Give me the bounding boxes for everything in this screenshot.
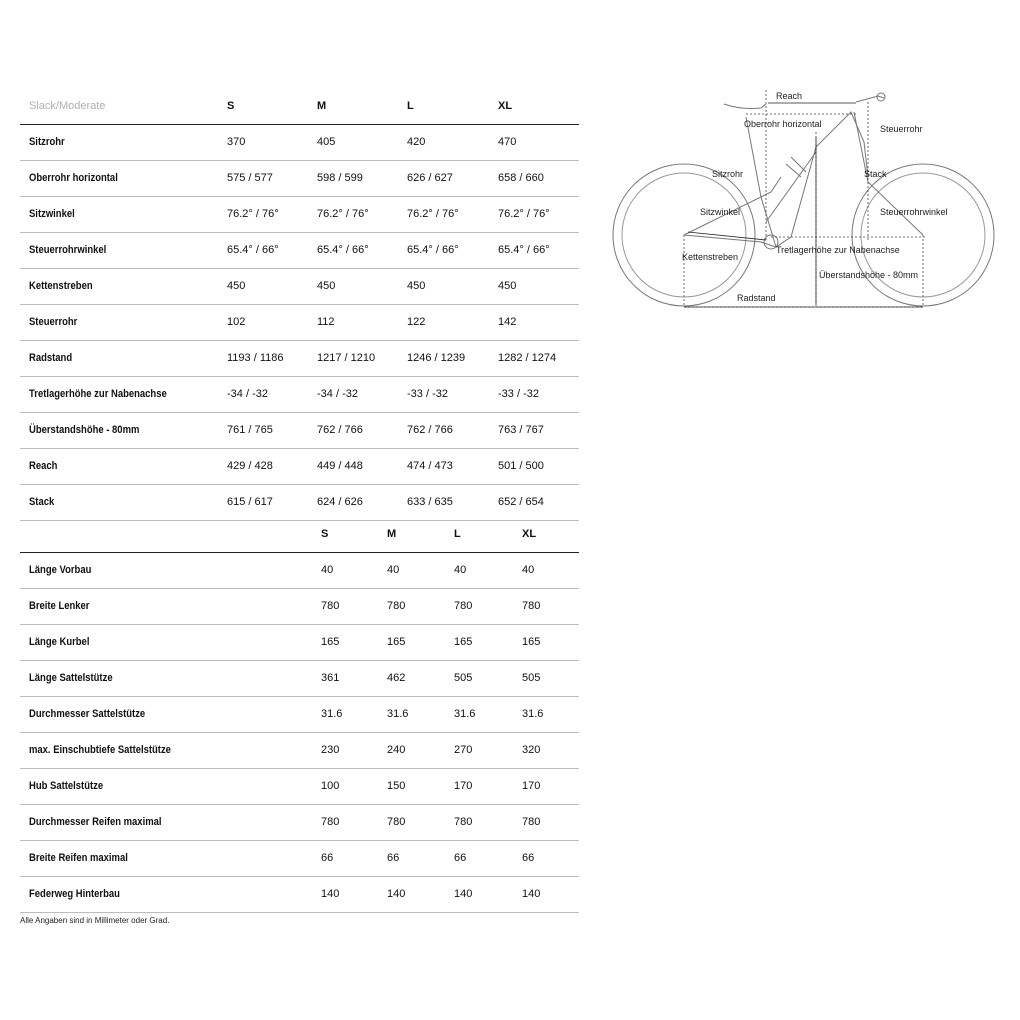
row-value: 40 — [321, 564, 334, 576]
row-value: 76.2° / 76° — [498, 208, 550, 220]
row-value: 31.6 — [387, 708, 409, 720]
row-value: 761 / 765 — [227, 424, 273, 436]
row-value: 66 — [454, 852, 467, 864]
row-value: 65.4° / 66° — [498, 244, 550, 256]
row-value: 170 — [522, 780, 541, 792]
row-value: 763 / 767 — [498, 424, 544, 436]
row-value: 165 — [522, 636, 541, 648]
row-label: Durchmesser Sattelstütze — [29, 708, 146, 720]
row-value: 420 — [407, 136, 426, 148]
row-value: 658 / 660 — [498, 172, 544, 184]
row-value: 76.2° / 76° — [317, 208, 369, 220]
row-value: -33 / -32 — [498, 388, 539, 400]
row-value: 31.6 — [321, 708, 343, 720]
row-value: 165 — [454, 636, 473, 648]
row-label: Länge Vorbau — [29, 564, 92, 576]
row-value: 112 — [317, 316, 335, 328]
row-value: 31.6 — [454, 708, 476, 720]
row-value: 450 — [227, 280, 246, 292]
row-label: Reach — [29, 460, 58, 472]
row-value: 361 — [321, 672, 340, 684]
table-row — [20, 485, 579, 521]
row-label: Durchmesser Reifen maximal — [29, 816, 162, 828]
row-label: Steuerrohrwinkel — [29, 244, 107, 256]
row-value: 633 / 635 — [407, 496, 453, 508]
frame-stays — [684, 152, 816, 235]
table-row — [20, 769, 579, 805]
row-value: 150 — [387, 780, 406, 792]
row-value: 762 / 766 — [407, 424, 453, 436]
row-value: 780 — [522, 816, 541, 828]
row-value: 76.2° / 76° — [407, 208, 459, 220]
row-value: 65.4° / 66° — [407, 244, 459, 256]
row-label: Sitzrohr — [29, 136, 65, 148]
size-header-m: M — [317, 100, 327, 112]
row-value: 615 / 617 — [227, 496, 273, 508]
row-value: 780 — [522, 600, 541, 612]
table-row — [20, 269, 579, 305]
size-header-l: L — [454, 528, 461, 540]
table-row — [20, 553, 579, 589]
table-row — [20, 589, 579, 625]
row-value: 780 — [321, 816, 340, 828]
row-label: max. Einschubtiefe Sattelstütze — [29, 744, 171, 756]
row-label: Steuerrohr — [29, 316, 78, 328]
row-value: 102 — [227, 316, 246, 328]
diagram-label-sitzrohr: Sitzrohr — [712, 169, 744, 179]
row-value: 780 — [387, 600, 406, 612]
row-value: -33 / -32 — [407, 388, 448, 400]
row-value: 598 / 599 — [317, 172, 363, 184]
row-value: 501 / 500 — [498, 460, 544, 472]
row-value: -34 / -32 — [317, 388, 358, 400]
table-row — [20, 197, 579, 233]
row-value: 40 — [522, 564, 535, 576]
diagram-label-sitzwinkel: Sitzwinkel — [700, 207, 741, 217]
footnote: Alle Angaben sind in Millimeter oder Grad. — [20, 916, 170, 925]
row-value: 780 — [454, 816, 473, 828]
table-row — [20, 305, 579, 341]
row-value: 780 — [454, 600, 473, 612]
row-value: 165 — [387, 636, 406, 648]
size-header-s: S — [227, 100, 235, 112]
row-value: 626 / 627 — [407, 172, 453, 184]
row-value: 122 — [407, 316, 426, 328]
row-value: 370 — [227, 136, 246, 148]
table-row — [20, 733, 579, 769]
row-value: 462 — [387, 672, 406, 684]
table-row — [20, 805, 579, 841]
row-value: 505 — [522, 672, 541, 684]
row-label: Oberrohr horizontal — [29, 172, 118, 184]
row-value: 1193 / 1186 — [227, 352, 284, 364]
table-row — [20, 625, 579, 661]
row-value: 474 / 473 — [407, 460, 453, 472]
row-value: 40 — [387, 564, 400, 576]
geometry-header-row — [20, 89, 579, 125]
components-header-row — [20, 517, 579, 553]
diagram-label-oberrohr: Oberrohr horizontal — [744, 119, 822, 129]
row-value: 140 — [454, 888, 473, 900]
row-value: 575 / 577 — [227, 172, 273, 184]
table-row — [20, 697, 579, 733]
row-value: 450 — [498, 280, 517, 292]
size-header-xl: XL — [498, 100, 513, 112]
row-label: Länge Kurbel — [29, 636, 90, 648]
row-value: 780 — [321, 600, 340, 612]
row-value: 165 — [321, 636, 340, 648]
row-value: 65.4° / 66° — [317, 244, 369, 256]
row-value: 66 — [321, 852, 334, 864]
row-value: 450 — [407, 280, 426, 292]
table-row — [20, 661, 579, 697]
diagram-label-tretlager: Tretlagerhöhe zur Nabenachse — [776, 245, 900, 255]
row-label: Kettenstreben — [29, 280, 93, 292]
saddle — [724, 104, 766, 109]
row-value: 100 — [321, 780, 340, 792]
row-value: 31.6 — [522, 708, 544, 720]
table-row — [20, 161, 579, 197]
row-label: Breite Lenker — [29, 600, 90, 612]
table-row — [20, 841, 579, 877]
row-value: 170 — [454, 780, 473, 792]
diagram-label-steuerrohrwinkel: Steuerrohrwinkel — [880, 207, 948, 217]
geometry-title: Slack/Moderate — [29, 100, 106, 112]
shock — [786, 157, 806, 177]
row-value: 762 / 766 — [317, 424, 363, 436]
diagram-label-stack: Stack — [864, 169, 887, 179]
size-header-m: M — [387, 528, 397, 540]
row-value: 320 — [522, 744, 541, 756]
row-value: 450 — [317, 280, 336, 292]
row-value: 652 / 654 — [498, 496, 544, 508]
row-label: Tretlagerhöhe zur Nabenachse — [29, 388, 167, 400]
table-row — [20, 877, 579, 913]
geometry-table — [20, 89, 579, 521]
row-value: 429 / 428 — [227, 460, 273, 472]
row-value: -34 / -32 — [227, 388, 268, 400]
row-label: Hub Sattelstütze — [29, 780, 104, 792]
table-row — [20, 125, 579, 161]
row-value: 240 — [387, 744, 406, 756]
row-label: Radstand — [29, 352, 73, 364]
row-value: 1282 / 1274 — [498, 352, 557, 364]
row-value: 40 — [454, 564, 467, 576]
row-value: 405 — [317, 136, 336, 148]
row-value: 1217 / 1210 — [317, 352, 376, 364]
row-label: Sitzwinkel — [29, 208, 75, 220]
diagram-label-reach: Reach — [776, 91, 803, 101]
row-label: Länge Sattelstütze — [29, 672, 113, 684]
row-value: 230 — [321, 744, 340, 756]
diagram-label-radstand: Radstand — [737, 293, 776, 303]
row-label: Federweg Hinterbau — [29, 888, 120, 900]
row-value: 140 — [522, 888, 541, 900]
row-value: 780 — [387, 816, 406, 828]
table-row — [20, 377, 579, 413]
diagram-label-kettenstreben: Kettenstreben — [682, 252, 739, 262]
row-value: 624 / 626 — [317, 496, 363, 508]
components-table — [20, 517, 579, 913]
row-label: Überstandshöhe - 80mm — [29, 424, 140, 436]
table-row — [20, 413, 579, 449]
row-value: 76.2° / 76° — [227, 208, 279, 220]
size-header-s: S — [321, 528, 329, 540]
row-value: 470 — [498, 136, 517, 148]
row-label: Breite Reifen maximal — [29, 852, 128, 864]
row-value: 140 — [387, 888, 406, 900]
row-value: 140 — [321, 888, 340, 900]
row-label: Stack — [29, 496, 55, 508]
row-value: 66 — [387, 852, 400, 864]
diagram-label-ueberstand: Überstandshöhe - 80mm — [819, 270, 919, 280]
row-value: 65.4° / 66° — [227, 244, 279, 256]
size-header-xl: XL — [522, 528, 537, 540]
row-value: 1246 / 1239 — [407, 352, 466, 364]
row-value: 142 — [498, 316, 517, 328]
row-value: 505 — [454, 672, 473, 684]
bike-geometry-diagram — [606, 82, 1006, 314]
table-row — [20, 449, 579, 485]
diagram-label-steuerrohr: Steuerrohr — [880, 124, 923, 134]
row-value: 270 — [454, 744, 473, 756]
row-value: 66 — [522, 852, 535, 864]
size-header-l: L — [407, 100, 414, 112]
row-value: 449 / 448 — [317, 460, 363, 472]
table-row — [20, 341, 579, 377]
table-row — [20, 233, 579, 269]
seat-tube — [746, 117, 776, 247]
